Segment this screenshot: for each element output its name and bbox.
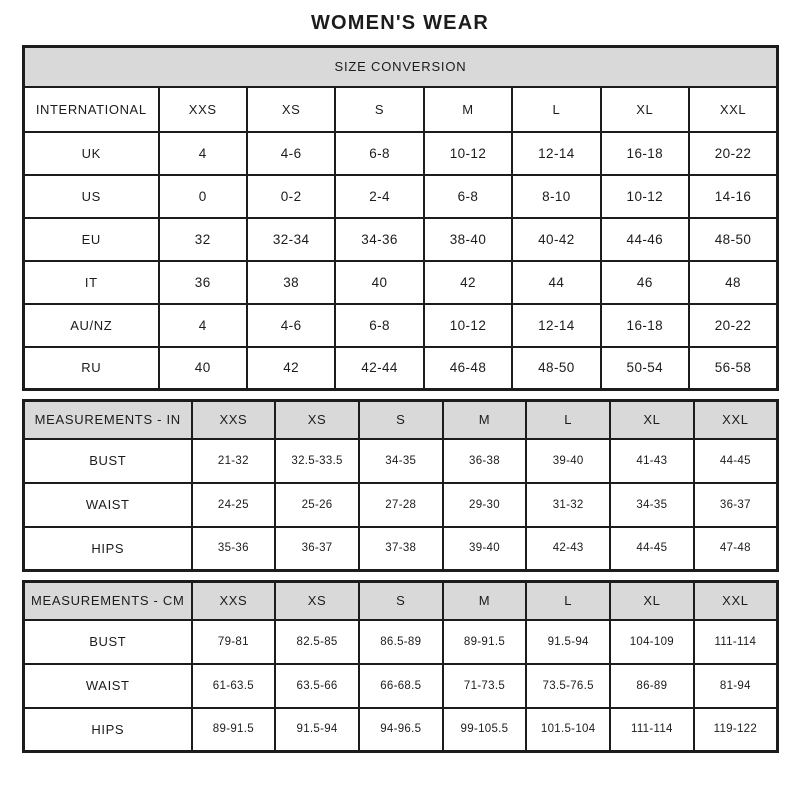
- measurement-value: 44-45: [694, 439, 778, 483]
- measurement-label: BUST: [24, 620, 192, 664]
- table-row: [24, 175, 778, 218]
- measurement-value: 89-91.5: [192, 708, 276, 752]
- measurement-value: 89-91.5: [443, 620, 527, 664]
- size-value: 12-14: [512, 132, 600, 175]
- table-row: [24, 527, 778, 571]
- size-value: 46: [601, 261, 689, 304]
- measurement-value: 79-81: [192, 620, 276, 664]
- size-column-header: L: [526, 401, 610, 439]
- size-column-header: XXL: [689, 87, 777, 132]
- size-value: 4: [159, 304, 247, 347]
- size-value: 4-6: [247, 304, 335, 347]
- region-label: IT: [24, 261, 159, 304]
- size-value: 32-34: [247, 218, 335, 261]
- measurement-value: 42-43: [526, 527, 610, 571]
- measurement-value: 99-105.5: [443, 708, 527, 752]
- size-value: 42: [247, 347, 335, 390]
- table-row: [24, 620, 778, 664]
- size-column-header: M: [424, 87, 512, 132]
- measurement-value: 101.5-104: [526, 708, 610, 752]
- size-column-header: XS: [275, 582, 359, 620]
- size-value: 20-22: [689, 132, 777, 175]
- size-value: 42-44: [335, 347, 423, 390]
- region-label: AU/NZ: [24, 304, 159, 347]
- measurement-label: HIPS: [24, 708, 192, 752]
- table-row: [24, 304, 778, 347]
- size-column-header: XL: [601, 87, 689, 132]
- size-column-header: L: [526, 582, 610, 620]
- size-value: 6-8: [424, 175, 512, 218]
- size-value: 6-8: [335, 304, 423, 347]
- table-row: [24, 132, 778, 175]
- measurements-cm-head-row: [24, 582, 778, 620]
- size-value: 4-6: [247, 132, 335, 175]
- page-title: WOMEN'S WEAR: [310, 12, 490, 34]
- measurement-value: 73.5-76.5: [526, 664, 610, 708]
- measurement-value: 61-63.5: [192, 664, 276, 708]
- measurement-label: HIPS: [24, 527, 192, 571]
- size-column-header: XL: [610, 582, 694, 620]
- size-value: 4: [159, 132, 247, 175]
- measurement-value: 24-25: [192, 483, 276, 527]
- measurements-in-body: [24, 439, 778, 571]
- size-column-header: XXS: [159, 87, 247, 132]
- measurements-in-head-row: [24, 401, 778, 439]
- table-row: [24, 218, 778, 261]
- size-column-header: S: [335, 87, 423, 132]
- size-value: 40-42: [512, 218, 600, 261]
- region-label: US: [24, 175, 159, 218]
- size-value: 48-50: [689, 218, 777, 261]
- measurement-value: 34-35: [359, 439, 443, 483]
- measurement-value: 39-40: [526, 439, 610, 483]
- size-value: 14-16: [689, 175, 777, 218]
- size-value: 10-12: [424, 304, 512, 347]
- measurement-value: 91.5-94: [275, 708, 359, 752]
- table-row: [24, 483, 778, 527]
- size-value: 10-12: [424, 132, 512, 175]
- size-value: 38-40: [424, 218, 512, 261]
- measurements-in-table: [22, 399, 779, 572]
- measurement-value: 86-89: [610, 664, 694, 708]
- size-value: 10-12: [601, 175, 689, 218]
- measurement-label: WAIST: [24, 483, 192, 527]
- measurement-value: 47-48: [694, 527, 778, 571]
- measurement-label: WAIST: [24, 664, 192, 708]
- measurement-value: 71-73.5: [443, 664, 527, 708]
- region-label: UK: [24, 132, 159, 175]
- size-value: 44: [512, 261, 600, 304]
- size-value: 48: [689, 261, 777, 304]
- size-column-header: M: [443, 401, 527, 439]
- measurement-value: 27-28: [359, 483, 443, 527]
- size-value: 40: [335, 261, 423, 304]
- size-column-header: M: [443, 582, 527, 620]
- measurement-value: 41-43: [610, 439, 694, 483]
- measurements-cm-body: [24, 620, 778, 752]
- measurement-value: 21-32: [192, 439, 276, 483]
- table-row: [24, 708, 778, 752]
- measurement-value: 36-38: [443, 439, 527, 483]
- measurement-value: 36-37: [275, 527, 359, 571]
- size-column-header: S: [359, 401, 443, 439]
- size-column-header: XL: [610, 401, 694, 439]
- region-label: EU: [24, 218, 159, 261]
- size-column-header: XS: [275, 401, 359, 439]
- size-value: 38: [247, 261, 335, 304]
- size-column-header: XXL: [694, 401, 778, 439]
- measurement-value: 34-35: [610, 483, 694, 527]
- size-column-header: XXL: [694, 582, 778, 620]
- measurement-value: 86.5-89: [359, 620, 443, 664]
- international-column-header: INTERNATIONAL: [24, 87, 159, 132]
- measurements-cm-title: MEASUREMENTS - CM: [24, 582, 192, 620]
- measurements-cm-table: [22, 580, 779, 753]
- measurement-value: 35-36: [192, 527, 276, 571]
- size-column-header: L: [512, 87, 600, 132]
- size-value: 12-14: [512, 304, 600, 347]
- size-value: 42: [424, 261, 512, 304]
- size-value: 16-18: [601, 304, 689, 347]
- region-label: RU: [24, 347, 159, 390]
- measurement-value: 91.5-94: [526, 620, 610, 664]
- size-value: 8-10: [512, 175, 600, 218]
- measurement-value: 111-114: [610, 708, 694, 752]
- measurement-value: 104-109: [610, 620, 694, 664]
- size-value: 56-58: [689, 347, 777, 390]
- measurement-value: 37-38: [359, 527, 443, 571]
- measurement-value: 39-40: [443, 527, 527, 571]
- size-conversion-table: [22, 45, 779, 391]
- measurement-value: 82.5-85: [275, 620, 359, 664]
- size-conversion-body: [24, 132, 778, 390]
- measurement-value: 66-68.5: [359, 664, 443, 708]
- size-column-header: S: [359, 582, 443, 620]
- size-value: 50-54: [601, 347, 689, 390]
- measurement-value: 94-96.5: [359, 708, 443, 752]
- size-column-header: XXS: [192, 401, 276, 439]
- size-conversion-band-row: [24, 47, 778, 87]
- size-column-header: XXS: [192, 582, 276, 620]
- size-column-header: XS: [247, 87, 335, 132]
- size-value: 36: [159, 261, 247, 304]
- measurement-value: 119-122: [694, 708, 778, 752]
- table-row: [24, 261, 778, 304]
- measurement-value: 32.5-33.5: [275, 439, 359, 483]
- measurement-value: 81-94: [694, 664, 778, 708]
- table-row: [24, 347, 778, 390]
- measurement-value: 111-114: [694, 620, 778, 664]
- measurement-label: BUST: [24, 439, 192, 483]
- size-value: 16-18: [601, 132, 689, 175]
- measurement-value: 36-37: [694, 483, 778, 527]
- table-row: [24, 664, 778, 708]
- size-conversion-columns-row: [24, 87, 778, 132]
- measurement-value: 63.5-66: [275, 664, 359, 708]
- size-value: 48-50: [512, 347, 600, 390]
- measurements-in-title: MEASUREMENTS - IN: [24, 401, 192, 439]
- measurement-value: 44-45: [610, 527, 694, 571]
- measurement-value: 31-32: [526, 483, 610, 527]
- measurement-value: 29-30: [443, 483, 527, 527]
- measurement-value: 25-26: [275, 483, 359, 527]
- size-value: 40: [159, 347, 247, 390]
- tables-wrap: [22, 45, 779, 753]
- table-row: [24, 439, 778, 483]
- size-value: 2-4: [335, 175, 423, 218]
- size-value: 20-22: [689, 304, 777, 347]
- size-conversion-title: SIZE CONVERSION: [24, 47, 778, 87]
- size-value: 44-46: [601, 218, 689, 261]
- size-value: 6-8: [335, 132, 423, 175]
- size-value: 32: [159, 218, 247, 261]
- size-value: 0-2: [247, 175, 335, 218]
- size-value: 34-36: [335, 218, 423, 261]
- size-value: 46-48: [424, 347, 512, 390]
- size-value: 0: [159, 175, 247, 218]
